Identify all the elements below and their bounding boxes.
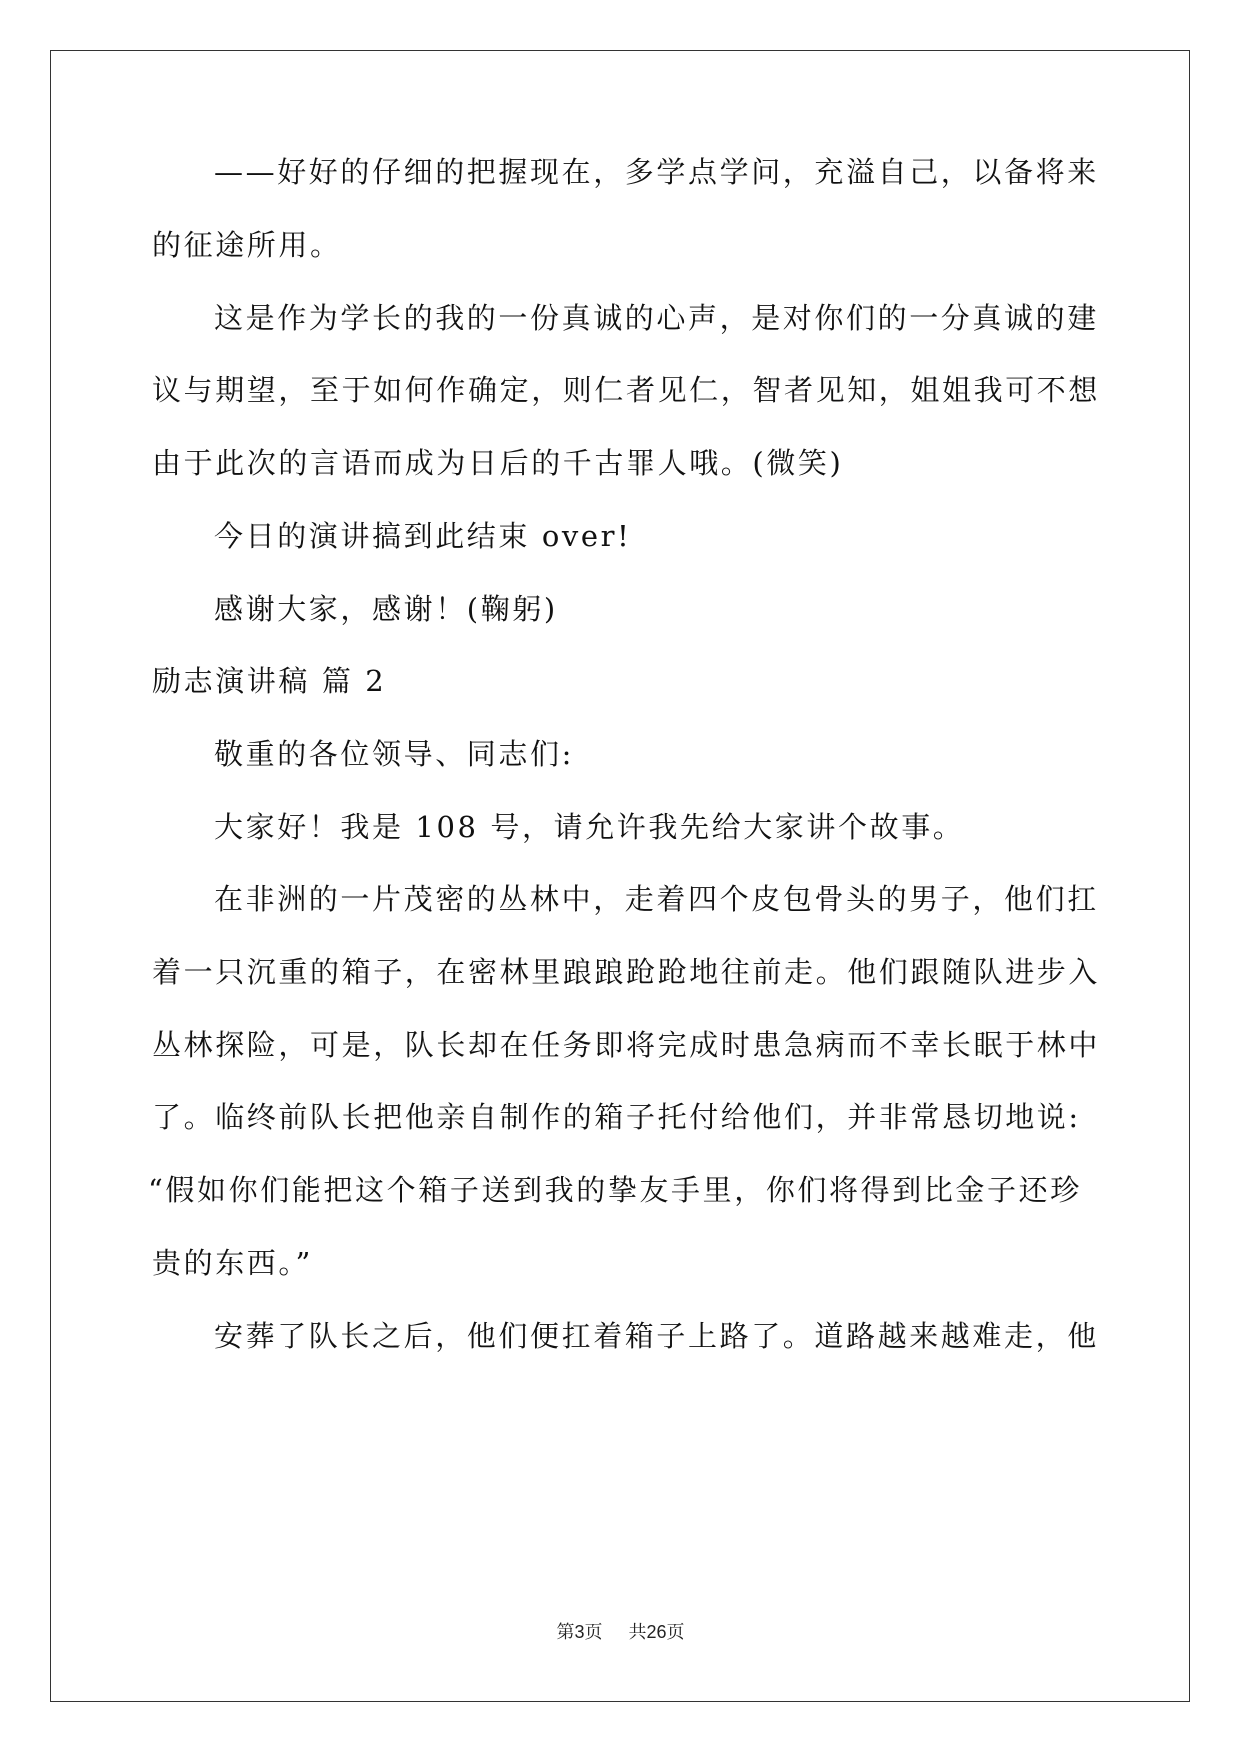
- paragraph-line: 了。临终前队长把他亲自制作的箱子托付给他们，并非常恳切地说:: [152, 1100, 1081, 1134]
- paragraph-line: 在非洲的一片茂密的丛林中，走着四个皮包骨头的男子，他们扛: [214, 882, 1099, 916]
- page-footer: [0, 1620, 1241, 1645]
- paragraph-line: ——好好的仔细的把握现在，多学点学问，充溢自己，以备将来: [214, 155, 1099, 189]
- paragraph-line: 今日的演讲搞到此结束 over!: [214, 519, 632, 553]
- paragraph-line: 着一只沉重的箱子，在密林里踉踉跄跄地往前走。他们跟随队进步入: [152, 955, 1101, 989]
- footer-page-unit: 页: [584, 1622, 603, 1643]
- paragraph-line: “假如你们能把这个箱子送到我的挚友手里，你们将得到比金子还珍: [148, 1173, 1082, 1207]
- paragraph-line: 这是作为学长的我的一份真诚的心声，是对你们的一分真诚的建: [214, 301, 1099, 335]
- total-pages-number: 26: [646, 1622, 667, 1642]
- paragraph-line: 由于此次的言语而成为日后的千古罪人哦。(微笑): [152, 446, 844, 480]
- salutation-line: 敬重的各位领导、同志们:: [214, 737, 574, 771]
- footer-total-prefix: 共: [628, 1622, 647, 1643]
- footer-prefix: 第: [556, 1622, 575, 1643]
- footer-total-unit: 页: [666, 1622, 685, 1643]
- paragraph-line: 贵的东西。”: [152, 1246, 313, 1280]
- paragraph-line: 安葬了队长之后，他们便扛着箱子上路了。道路越来越难走，他: [214, 1319, 1099, 1353]
- paragraph-line: 丛林探险，可是，队长却在任务即将完成时患急病而不幸长眠于林中: [152, 1028, 1101, 1062]
- paragraph-line: 大家好！我是 108 号，请允许我先给大家讲个故事。: [214, 810, 965, 844]
- paragraph-line: 感谢大家，感谢！(鞠躬): [214, 592, 558, 626]
- paragraph-line: 的征途所用。: [152, 228, 342, 262]
- section-heading: 励志演讲稿 篇 2: [152, 664, 387, 698]
- paragraph-line: 议与期望，至于如何作确定，则仁者见仁，智者见知，姐姐我可不想: [152, 373, 1101, 407]
- current-page-number: 3: [574, 1622, 585, 1642]
